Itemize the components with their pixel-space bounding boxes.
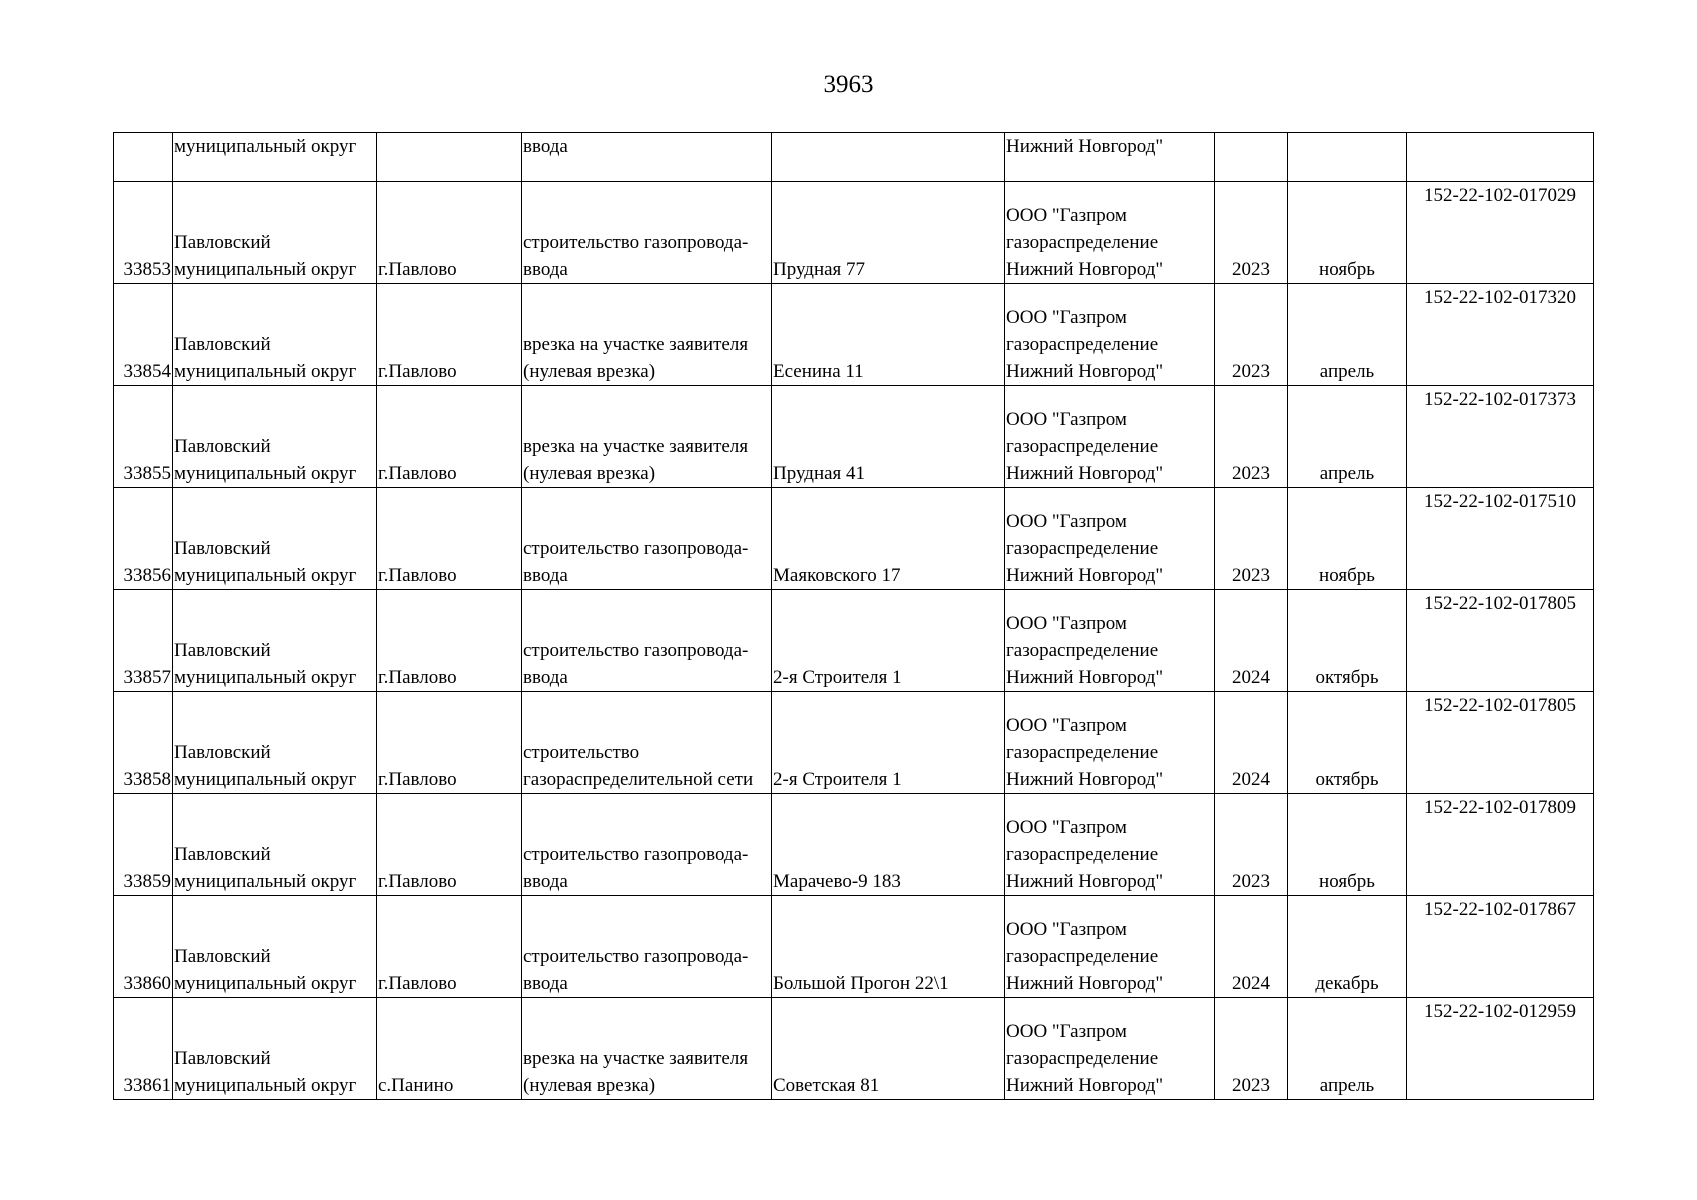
cell-month: ноябрь <box>1288 794 1407 896</box>
cell-month: апрель <box>1288 386 1407 488</box>
cell-work: ввода <box>522 133 772 182</box>
cell-work: врезка на участке заявителя (нулевая врезка) <box>522 284 772 386</box>
cell-address: Есенина 11 <box>772 284 1005 386</box>
cell-org: ООО "Газпром газораспределение Нижний Новгород" <box>1005 488 1215 590</box>
cell-address: 2-я Строителя 1 <box>772 590 1005 692</box>
cell-num: 33856 <box>114 488 173 590</box>
cell-org: ООО "Газпром газораспределение Нижний Новгород" <box>1005 896 1215 998</box>
cell-work: строительство газораспределительной сети <box>522 692 772 794</box>
cell-num: 33853 <box>114 182 173 284</box>
cell-locality: с.Панино <box>377 998 522 1100</box>
cell-locality: г.Павлово <box>377 896 522 998</box>
table-row <box>114 182 1594 284</box>
cell-district: Павловский муниципальный округ <box>173 386 377 488</box>
cell-month: апрель <box>1288 284 1407 386</box>
cell-district: Павловский муниципальный округ <box>173 692 377 794</box>
cell-month: апрель <box>1288 998 1407 1100</box>
cell-address: Прудная 77 <box>772 182 1005 284</box>
cell-code: 152-22-102-012959 <box>1407 998 1594 1100</box>
cell-address: Маяковского 17 <box>772 488 1005 590</box>
cell-year: 2024 <box>1215 590 1288 692</box>
cell-district: Павловский муниципальный округ <box>173 488 377 590</box>
cell-address <box>772 133 1005 182</box>
cell-work: врезка на участке заявителя (нулевая врезка) <box>522 386 772 488</box>
cell-num: 33860 <box>114 896 173 998</box>
cell-address: Большой Прогон 22\1 <box>772 896 1005 998</box>
cell-district: муниципальный округ <box>173 133 377 182</box>
cell-year: 2023 <box>1215 284 1288 386</box>
cell-num: 33859 <box>114 794 173 896</box>
cell-month: ноябрь <box>1288 182 1407 284</box>
cell-address: Советская 81 <box>772 998 1005 1100</box>
cell-year: 2023 <box>1215 794 1288 896</box>
cell-num: 33854 <box>114 284 173 386</box>
table-row <box>114 386 1594 488</box>
cell-locality: г.Павлово <box>377 182 522 284</box>
cell-district: Павловский муниципальный округ <box>173 896 377 998</box>
cell-year <box>1215 133 1288 182</box>
cell-work: врезка на участке заявителя (нулевая врезка) <box>522 998 772 1100</box>
cell-work: строительство газопровода- ввода <box>522 182 772 284</box>
cell-locality: г.Павлово <box>377 488 522 590</box>
cell-locality: г.Павлово <box>377 590 522 692</box>
cell-month: октябрь <box>1288 692 1407 794</box>
cell-address: Прудная 41 <box>772 386 1005 488</box>
table-row <box>114 794 1594 896</box>
cell-code: 152-22-102-017867 <box>1407 896 1594 998</box>
cell-code: 152-22-102-017510 <box>1407 488 1594 590</box>
cell-month: октябрь <box>1288 590 1407 692</box>
cell-code: 152-22-102-017805 <box>1407 692 1594 794</box>
table-row <box>114 590 1594 692</box>
table-row <box>114 488 1594 590</box>
cell-locality: г.Павлово <box>377 794 522 896</box>
cell-code: 152-22-102-017805 <box>1407 590 1594 692</box>
table-row <box>114 998 1594 1100</box>
cell-num: 33855 <box>114 386 173 488</box>
cell-code: 152-22-102-017373 <box>1407 386 1594 488</box>
cell-month <box>1288 133 1407 182</box>
continuation-row <box>114 133 1594 182</box>
table-row <box>114 692 1594 794</box>
cell-district: Павловский муниципальный округ <box>173 182 377 284</box>
cell-work: строительство газопровода- ввода <box>522 488 772 590</box>
cell-month: ноябрь <box>1288 488 1407 590</box>
cell-locality: г.Павлово <box>377 692 522 794</box>
cell-org: ООО "Газпром газораспределение Нижний Новгород" <box>1005 386 1215 488</box>
table-row <box>114 896 1594 998</box>
cell-code: 152-22-102-017809 <box>1407 794 1594 896</box>
cell-org: ООО "Газпром газораспределение Нижний Новгород" <box>1005 998 1215 1100</box>
cell-year: 2023 <box>1215 488 1288 590</box>
cell-org: ООО "Газпром газораспределение Нижний Новгород" <box>1005 692 1215 794</box>
cell-work: строительство газопровода- ввода <box>522 896 772 998</box>
cell-num: 33857 <box>114 590 173 692</box>
cell-work: строительство газопровода- ввода <box>522 794 772 896</box>
cell-org: ООО "Газпром газораспределение Нижний Новгород" <box>1005 182 1215 284</box>
cell-year: 2024 <box>1215 692 1288 794</box>
cell-org: ООО "Газпром газораспределение Нижний Новгород" <box>1005 794 1215 896</box>
cell-num: 33858 <box>114 692 173 794</box>
cell-district: Павловский муниципальный округ <box>173 794 377 896</box>
cell-year: 2023 <box>1215 182 1288 284</box>
cell-org: Нижний Новгород" <box>1005 133 1215 182</box>
cell-locality: г.Павлово <box>377 386 522 488</box>
cell-code <box>1407 133 1594 182</box>
cell-org: ООО "Газпром газораспределение Нижний Новгород" <box>1005 590 1215 692</box>
page-number: 3963 <box>823 71 874 98</box>
cell-work: строительство газопровода- ввода <box>522 590 772 692</box>
cell-address: 2-я Строителя 1 <box>772 692 1005 794</box>
cell-year: 2024 <box>1215 896 1288 998</box>
cell-code: 152-22-102-017320 <box>1407 284 1594 386</box>
cell-month: декабрь <box>1288 896 1407 998</box>
cell-year: 2023 <box>1215 998 1288 1100</box>
cell-locality: г.Павлово <box>377 284 522 386</box>
cell-org: ООО "Газпром газораспределение Нижний Новгород" <box>1005 284 1215 386</box>
cell-locality <box>377 133 522 182</box>
table-row <box>114 284 1594 386</box>
cell-year: 2023 <box>1215 386 1288 488</box>
cell-address: Марачево-9 183 <box>772 794 1005 896</box>
registry-table <box>113 132 1594 1100</box>
cell-code: 152-22-102-017029 <box>1407 182 1594 284</box>
cell-district: Павловский муниципальный округ <box>173 998 377 1100</box>
cell-num <box>114 133 173 182</box>
cell-district: Павловский муниципальный округ <box>173 284 377 386</box>
cell-district: Павловский муниципальный округ <box>173 590 377 692</box>
cell-num: 33861 <box>114 998 173 1100</box>
